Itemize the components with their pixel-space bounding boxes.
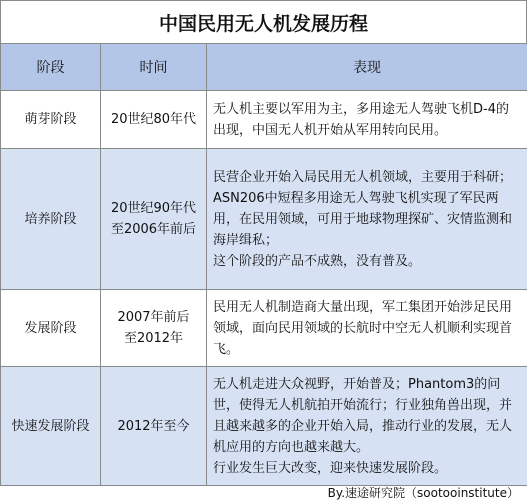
stage-cell: 萌芽阶段 xyxy=(1,91,101,149)
source-credit: By.速途研究院（sootooinstitute） xyxy=(327,486,519,500)
description-line: 行业发生巨大改变，迎来快速发展阶段。 xyxy=(213,460,448,476)
time-cell: 20世纪80年代 xyxy=(101,91,207,149)
description-cell xyxy=(207,91,527,149)
table-row xyxy=(1,149,527,290)
column-header-stage: 阶段 xyxy=(1,44,101,91)
stage-cell: 培养阶段 xyxy=(1,149,101,290)
table-row xyxy=(1,91,527,149)
description-line: 无人机主要以军用为主，多用途无人驾驶飞机D-4的出现，中国无人机开始从军用转向民用。 xyxy=(213,101,509,138)
stage-cell: 快速发展阶段 xyxy=(1,367,101,486)
table-row xyxy=(1,290,527,367)
description-line: 无人机走进大众视野，开始普及；Phantom3的问世，使得无人机航拍开始流行；行业独角兽出现，并且越来越多的企业开始入局，推动行业的发展，无人机应用的方向也越来越大。 xyxy=(213,376,513,455)
description-line: 民用无人机制造商大量出现，军工集团开始涉足民用领域，面向民用领域的长航时中空无人机顺利实现首飞。 xyxy=(213,299,513,357)
column-header-time: 时间 xyxy=(101,44,207,91)
time-cell: 2012年至今 xyxy=(101,367,207,486)
time-cell: 2007年前后 至2012年 xyxy=(101,290,207,367)
history-table xyxy=(0,43,527,486)
time-cell: 20世纪90年代 至2006年前后 xyxy=(101,149,207,290)
description-line: 这个阶段的产品不成熟，没有普及。 xyxy=(213,253,422,269)
column-header-description: 表现 xyxy=(207,44,527,91)
table-row xyxy=(1,367,527,486)
stage-cell: 发展阶段 xyxy=(1,290,101,367)
description-cell xyxy=(207,149,527,290)
description-cell xyxy=(207,367,527,486)
description-line: 民营企业开始入局民用无人机领域，主要用于科研； xyxy=(213,169,513,185)
header-row xyxy=(1,44,527,91)
description-cell xyxy=(207,290,527,367)
table-title: 中国民用无人机发展历程 xyxy=(0,0,527,43)
description-line: ASN206中短程多用途无人驾驶飞机实现了军民两用，在民用领域，可用于地球物理探矿、灾情监测和海岸缉私； xyxy=(213,190,513,248)
